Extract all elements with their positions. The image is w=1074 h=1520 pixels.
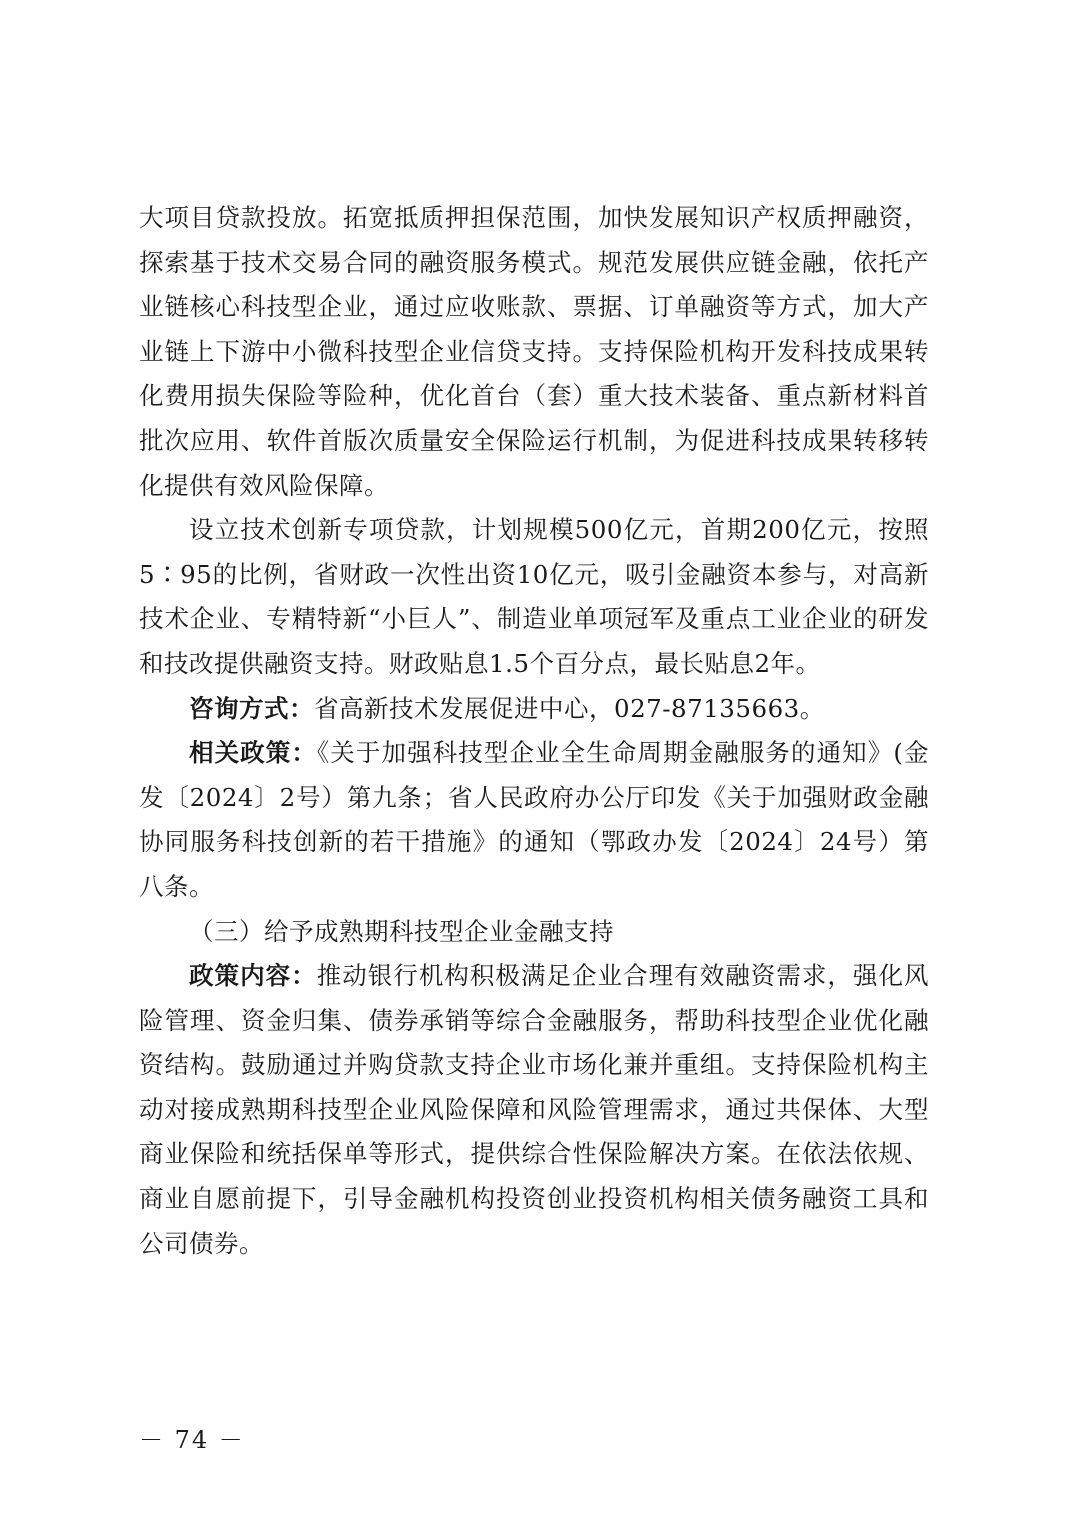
paragraph-contact (139, 687, 929, 732)
policy-text: 《关于加强科技型企业全生命周期金融服务的通知》(金发〔2024〕2号）第九条；省人民政府办公厅印发《关于加强财政金融协同服务科技创新的若干措施》的通知（鄂政办发〔2024〕24号）第八条。 (139, 738, 929, 901)
section-heading: （三）给予成熟期科技型企业金融支持 (189, 916, 614, 946)
content-label: 政策内容： (189, 961, 317, 991)
contact-label: 咨询方式： (189, 693, 314, 723)
content-text: 推动银行机构积极满足企业合理有效融资需求，强化风险管理、资金归集、债券承销等综合金融服务，帮助科技型企业优化融资结构。鼓励通过并购贷款支持企业市场化兼并重组。支持保险机构主动对接成熟期科技型企业风险保障和风险管理需求，通过共保体、大型商业保险和统括保单等形式，提供综合性保险解决方案。在依法依规、商业自愿前提下，引导金融机构投资创业投资机构相关债务融资工具和公司债券。 (139, 961, 930, 1258)
paragraph-loan-support: 大项目贷款投放。拓宽抵质押担保范围，加快发展知识产权质押融资，探索基于技术交易合同的融资服务模式。规范发展供应链金融，依托产业链核心科技型企业，通过应收账款、票据、订单融资等方式，加大产业链上下游中小微科技型企业信贷支持。支持保险机构开发科技成果转化费用损失保险等险种，优化首台（套）重大技术装备、重点新材料首批次应用、软件首版次质量安全保险运行机制，为促进科技成果转移转化提供有效风险保障。 (139, 203, 929, 500)
paragraph-policy-content (139, 954, 929, 1266)
policy-label: 相关政策： (189, 738, 317, 768)
page-number: － 74 － (139, 1426, 245, 1454)
contact-text: 省高新技术发展促进中心，027-87135663。 (314, 693, 825, 723)
document-body (139, 196, 929, 1266)
paragraph-related-policy (139, 731, 929, 909)
paragraph-innovation-loan: 设立技术创新专项贷款，计划规模500亿元，首期200亿元，按照5∶95的比例，省财政一次性出资10亿元，吸引金融资本参与，对高新技术企业、专精特新“小巨人”、制造业单项冠军及重点工业企业的研发和技改提供融资支持。财政贴息1.5个百分点，最长贴息2年。 (139, 515, 929, 678)
